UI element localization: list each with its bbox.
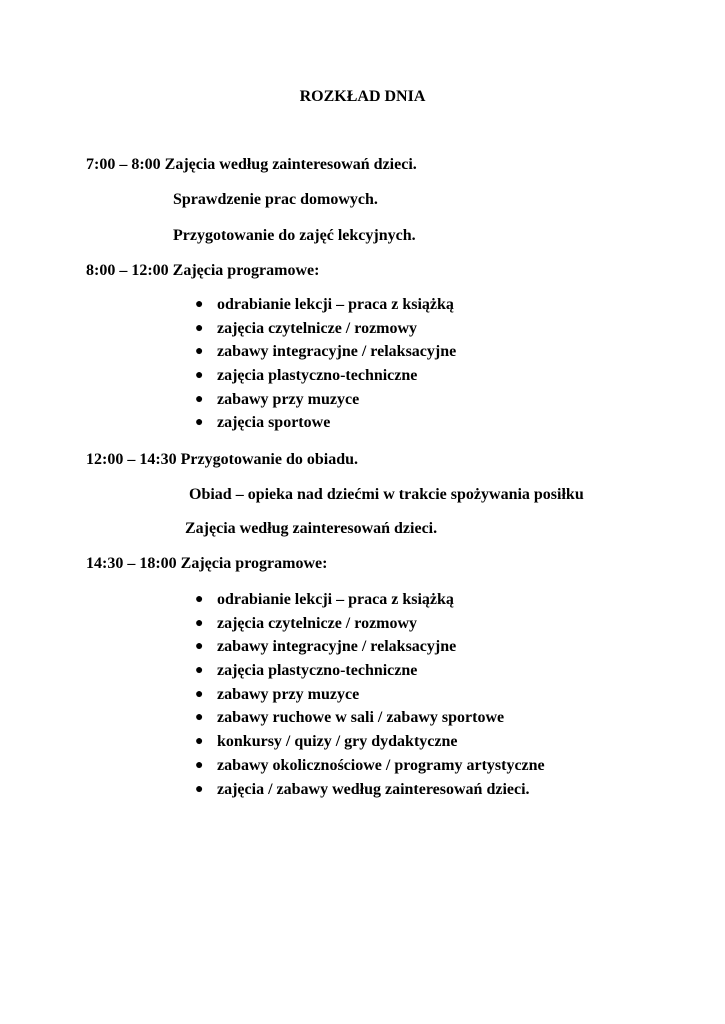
list-item-text: zabawy okolicznościowe / programy artystyczne — [217, 756, 545, 774]
list-item — [195, 612, 545, 636]
list-item-text: zajęcia sportowe — [217, 414, 331, 432]
list-item-text: zabawy integracyjne / relaksacyjne — [217, 638, 457, 656]
bullet-icon: ● — [195, 639, 204, 655]
block1-sub-homework: Sprawdzenie prac domowych. — [173, 191, 378, 208]
list-item-text: zajęcia plastyczno-techniczne — [217, 367, 418, 385]
page-title: ROZKŁAD DNIA — [299, 88, 426, 105]
list-item — [195, 588, 545, 612]
bullet-icon: ● — [195, 297, 204, 312]
list-item — [195, 754, 545, 778]
list-item-text: zajęcia czytelnicze / rozmowy — [217, 614, 418, 632]
list-item-text: zajęcia / zabawy według zainteresowań dzieci. — [217, 780, 530, 798]
list-item — [195, 635, 545, 659]
list-item-text: zabawy przy muzyce — [217, 685, 360, 703]
list-item-text: konkursy / quizy / gry dydaktyczne — [217, 733, 458, 751]
list-item-text: zabawy integracyjne / relaksacyjne — [217, 343, 457, 361]
list-item-text: zabawy przy muzyce — [217, 390, 360, 408]
list-item — [195, 293, 456, 317]
block1-time-line: 7:00 – 8:00 Zajęcia według zainteresowań dzieci. — [86, 156, 417, 173]
bullet-icon: ● — [195, 781, 204, 797]
list-item-text: zajęcia czytelnicze / rozmowy — [217, 319, 418, 337]
block4-activity-list — [195, 588, 545, 801]
list-item — [195, 683, 545, 707]
block4-time-line: 14:30 – 18:00 Zajęcia programowe: — [86, 555, 328, 572]
list-item-text: odrabianie lekcji – praca z książką — [217, 296, 454, 313]
bullet-icon: ● — [195, 710, 204, 726]
block3-time-line: 12:00 – 14:30 Przygotowanie do obiadu. — [86, 451, 358, 468]
list-item — [195, 364, 456, 388]
list-item — [195, 411, 456, 435]
bullet-icon: ● — [195, 344, 204, 360]
block3-sub-lunch: Obiad – opieka nad dziećmi w trakcie spożywania posiłku — [189, 486, 584, 503]
block2-time-line: 8:00 – 12:00 Zajęcia programowe: — [86, 262, 320, 279]
bullet-icon: ● — [195, 592, 204, 607]
bullet-icon: ● — [195, 391, 204, 407]
bullet-icon: ● — [195, 757, 204, 773]
list-item — [195, 340, 456, 364]
list-item — [195, 706, 545, 730]
bullet-icon: ● — [195, 368, 204, 384]
list-item — [195, 317, 456, 341]
bullet-icon: ● — [195, 663, 204, 679]
block3-sub-activities: Zajęcia według zainteresowań dzieci. — [185, 520, 438, 537]
bullet-icon: ● — [195, 686, 204, 702]
list-item — [195, 778, 545, 802]
bullet-icon: ● — [195, 734, 204, 750]
list-item-text: zajęcia plastyczno-techniczne — [217, 662, 418, 680]
list-item-text: odrabianie lekcji – praca z książką — [217, 591, 454, 608]
list-item — [195, 659, 545, 683]
list-item-text: zabawy ruchowe w sali / zabawy sportowe — [217, 709, 505, 727]
list-item — [195, 730, 545, 754]
bullet-icon: ● — [195, 415, 204, 431]
list-item — [195, 388, 456, 412]
block2-activity-list — [195, 293, 456, 435]
bullet-icon: ● — [195, 320, 204, 336]
block1-sub-preparation: Przygotowanie do zajęć lekcyjnych. — [173, 227, 416, 244]
bullet-icon: ● — [195, 615, 204, 631]
